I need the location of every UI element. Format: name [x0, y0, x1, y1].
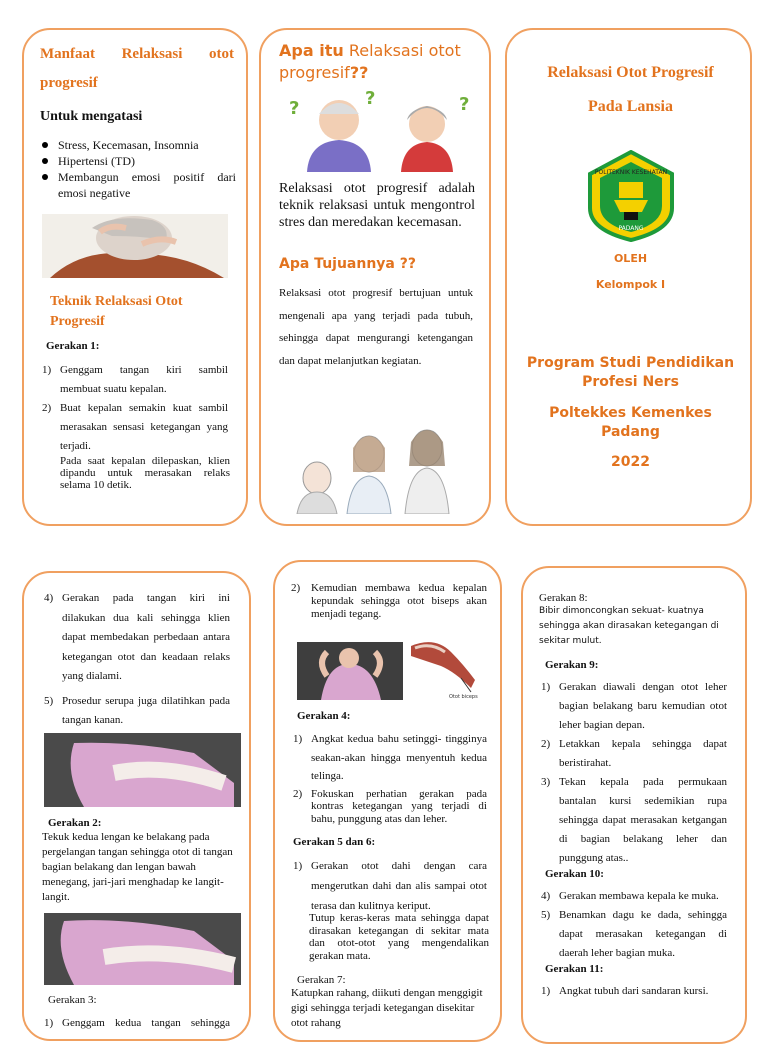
gerakan2-text: Tekuk kedua lengan ke belakang pada pergelangan tangan sehingga otot di tangan bagian belakang dan lengan bawah menegang, jari-jari menghadap ke langit-langit. [42, 831, 233, 903]
panel-cover [505, 28, 752, 526]
gerakan10-title: Gerakan 10: [545, 868, 604, 880]
biceps-photo [297, 642, 403, 700]
gerakan1-steps [42, 361, 228, 456]
question-mark-3: ? [459, 94, 470, 115]
panel-manfaat [22, 28, 248, 526]
cover-subtitle: Pada Lansia [588, 98, 673, 115]
gerakan2-title: Gerakan 2: [48, 817, 102, 829]
list-item: 1) Genggam kedua tangan sehingga [44, 1017, 230, 1029]
logo-bottom-text: PADANG [618, 225, 644, 232]
gerakan56-title: Gerakan 5 dan 6: [293, 836, 376, 848]
tujuan-title: Apa Tujuannya ?? [279, 256, 416, 272]
gerakan2-photo [44, 733, 241, 807]
gerakan56-note: Tutup keras-keras mata sehingga dapat dirasakan ketegangan di sekitar mata dan otot-otot yang mengendalikan gerakan mata. [309, 912, 489, 962]
list-item: 1) Gerakan diawali dengan otot leher bagian belakang baru kemudian otot leher bagian depan. [541, 681, 727, 731]
gerakan9-title: Gerakan 9: [545, 659, 599, 671]
gerakan3-title: Gerakan 3: [48, 994, 97, 1006]
gerakan10-steps [541, 887, 727, 963]
list-item: 4) Gerakan membawa kepala ke muka. [541, 890, 719, 902]
gerakan1-title: Gerakan 1: [46, 340, 100, 352]
elderly-confused-illustration [277, 84, 477, 172]
head-massage-image [42, 214, 228, 278]
stressed-women-illustration [289, 418, 459, 514]
list-item: 1) Angkat kedua bahu setinggi- tingginya seakan-akan hingga menyentuh kedua telinga. [293, 733, 487, 782]
list-item: 2) Buat kepalan semakin kuat sambil merasakan sensasi ketegangan yang terjadi. [42, 402, 228, 452]
oleh-label: OLEH [613, 252, 648, 265]
panel-apa-itu [259, 28, 491, 526]
tujuan-text: Relaksasi otot progresif bertujuan untuk mengenali apa yang terjadi pada tubuh, sehingga dapat mengurangi ketengangan dan dapat melanjutkan kegiatan. [279, 287, 473, 367]
gerakan4-title: Gerakan 4: [297, 710, 351, 722]
question-mark-1: ? [289, 98, 300, 119]
gerakan7-title: Gerakan 7: [297, 974, 346, 986]
list-item: 2) Fokuskan perhatian gerakan pada kontras ketegangan yang terjadi di bahu, punggung atas dan leher. [293, 787, 487, 825]
gerakan56-steps [293, 856, 487, 916]
question-mark-2: ? [365, 88, 376, 109]
panel-gerakan-4-7 [273, 560, 502, 1042]
list-item: 5) Prosedur serupa juga dilatihkan pada tangan kanan. [44, 694, 230, 726]
logo-top-text: POLITEKNIK KESEHATAN [594, 169, 668, 176]
list-item: 2) Letakkan kepala sehingga dapat beristirahat. [541, 738, 727, 769]
list-item: 2) Kemudian membawa kedua kepalan kepundak sehingga otot biseps akan menjadi tegang. [291, 582, 487, 620]
apa-itu-title: Apa itu Relaksasi otot progresif?? [279, 41, 461, 82]
poltekkes-logo [586, 150, 676, 242]
list-item: 3) Tekan kepala pada permukaan bantalan kursi sedemikian rupa sehingga dapat merasakan ketgangan di bagian belakang leher dan punggung atas.. [541, 776, 727, 864]
teknik-title: Teknik Relaksasi Otot Progresif [50, 294, 183, 329]
gerakan9-steps [541, 678, 727, 868]
list-item: 4) Gerakan pada tangan kiri ini dilakukan dua kali sehingga klien dapat membedakan perbedaan antara ketegangan otot dan keadaan relaks yang dialami. [44, 592, 230, 682]
cover-title: Relaksasi Otot Progresif [547, 64, 714, 81]
gerakan7-text: Katupkan rahang, diikuti dengan menggigit gigi sehingga terjadi ketegangan disekitar otot rahang [291, 987, 483, 1029]
manfaat-title: Manfaat Relaksasi otot progresif [40, 46, 234, 91]
biceps-diagram [405, 634, 489, 700]
list-item: Membangun emosi positif dari emosi negative [40, 169, 236, 201]
list-item: 1) Gerakan otot dahi dengan cara mengerutkan dahi dan alis sampai otot terasa dan kulitnya keriput. [293, 860, 487, 912]
gerakan4-steps [293, 730, 487, 825]
program-studi: Program Studi Pendidikan Profesi Ners [526, 355, 735, 390]
manfaat-subtitle: Untuk mengatasi [40, 109, 143, 124]
gerakan8-text: Bibir dimoncongkan sekuat- kuatnya sehingga akan dirasakan ketegangan di sekitar mulut. [539, 606, 719, 646]
gerakan3-steps [44, 1017, 230, 1029]
gerakan3-continued-steps [291, 582, 487, 621]
kelompok-label: Kelompok I [595, 278, 666, 291]
gerakan1-note: Pada saat kepalan dilepaskan, klien dipandu untuk merasakan relaks selama 10 detik. [60, 455, 230, 491]
manfaat-list [40, 137, 236, 201]
list-item: Hipertensi (TD) [40, 153, 236, 169]
list-item: Stress, Kecemasan, Insomnia [40, 137, 236, 153]
head-massage-illustration [42, 214, 228, 278]
list-item: 1) Genggam tangan kiri sambil membuat suatu kepalan. [42, 364, 228, 395]
gerakan1-continued-steps [44, 589, 230, 731]
gerakan3-photo [44, 913, 241, 985]
institusi: Poltekkes Kemenkes Padang [549, 405, 712, 440]
definition-text: Relaksasi otot progresif adalah teknik relaksasi untuk mengontrol stres dan meredakan kecemasan. [279, 181, 475, 230]
panel-gerakan-8-11 [521, 566, 747, 1044]
list-item: 5) Benamkan dagu ke dada, sehingga dapat merasakan ketegangan di daerah leher bagian muka. [541, 909, 727, 959]
gerakan8-title: Gerakan 8: [539, 592, 588, 604]
gerakan11-title: Gerakan 11: [545, 963, 604, 975]
biceps-label: Otot biceps [449, 694, 478, 700]
gerakan11-steps [541, 982, 709, 1001]
panel-gerakan-2-3 [22, 571, 251, 1041]
year: 2022 [611, 454, 650, 470]
list-item: 1) Angkat tubuh dari sandaran kursi. [541, 985, 709, 997]
